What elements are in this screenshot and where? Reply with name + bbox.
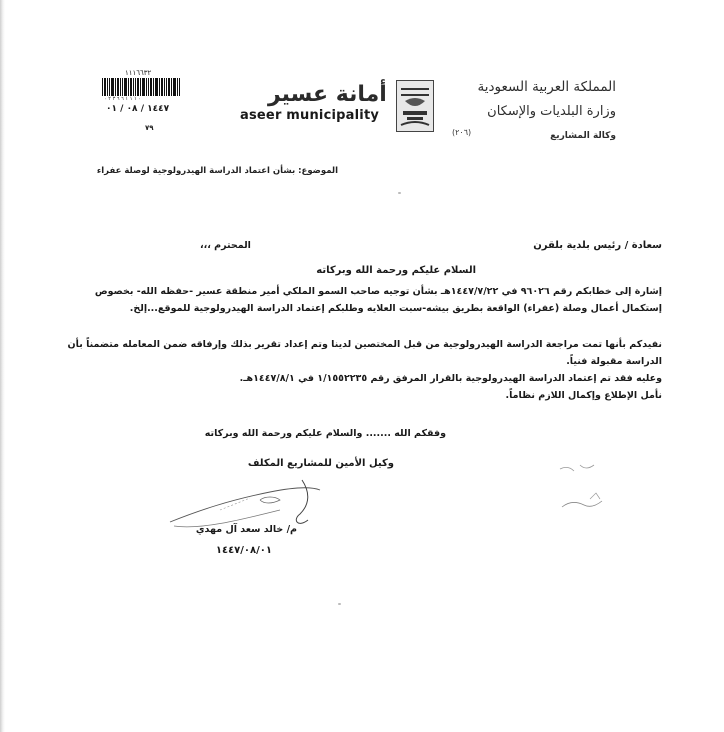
org-name-arabic: أمانة عسير: [268, 82, 387, 107]
ministry-name: وزارة البلديات والإسكان: [487, 104, 616, 119]
signatory-title: وكيل الأمين للمشاريع المكلف: [247, 458, 394, 469]
scan-speck: [398, 192, 401, 194]
signature-date: ١٤٤٧/٠٨/٠١: [215, 545, 272, 556]
letter-subject: الموضوع: بشأن اعتماد الدراسة الهيدرولوجية لوصلة عفراء: [96, 166, 338, 176]
greeting: السلام عليكم ورحمة الله وبركاته: [316, 265, 476, 276]
org-name-english: aseer municipality: [240, 108, 380, 123]
barcode-digits: ٠ ١ ١ ١ ٦ ٦ ٣ ٢ ٠: [104, 96, 141, 102]
office-code: (٢٠٦): [452, 128, 472, 137]
addressee: سعادة / رئيس بلدية بلقرن: [533, 240, 662, 251]
closing-phrase: وفقكم الله ....... والسلام عليكم ورحمة الله وبركاته: [204, 428, 446, 439]
paragraph-reference: إشارة إلى خطابكم رقم ٩٦٠٢٦ في ١٤٤٧/٧/٢٢هـ بشأن توجيه صاحب السمو الملكي أمير منطقة عسير -حفظه الله- بخصوص إستكمال أعمال وصلة (عفراء) الواقعة بطريق بيشه-سبت العلايه وطلبكم إعتماد الدراسة الهيدرولوجية للموقع...إلخ.: [94, 286, 662, 314]
respect-phrase: المحترم ،،،: [200, 240, 251, 251]
municipality-emblem-icon: [396, 80, 434, 132]
scan-edge-shadow: [0, 0, 5, 732]
barcode-date: ١٤٤٧ / ٠٨ / ٠١: [106, 104, 170, 114]
paragraph-review: نفيدكم بأنها تمت مراجعة الدراسة الهيدرولوجية من قبل المختصين لدينا وتم إعداد تقرير بذلك وإرفاقه ضمن المعامله متضمناً بأن الدراسة مقبولة فنياً.: [67, 339, 662, 367]
signatory-name: م/ خالد سعد آل مهدي: [195, 524, 297, 535]
letterhead-right: [477, 78, 616, 141]
paragraph-approval: [62, 370, 662, 404]
agency-name: وكالة المشاريع: [550, 131, 616, 141]
barcode-icon: [102, 78, 180, 96]
approval-line: وعليه فقد تم إعتماد الدراسة الهيدرولوجية بالقرار المرفق رقم ١/١٥٥٢٢٣٥ في ١٤٤٧/٨/١هـ.: [239, 373, 662, 384]
barcode-number: ١١١٦٦٣٢: [125, 69, 152, 77]
handwritten-initials: [540, 455, 630, 515]
reference-number: ٧٩: [145, 124, 154, 132]
kingdom-name: المملكة العربية السعودية: [477, 79, 616, 95]
request-line: نأمل الإطلاع وإكمال اللازم نظاماً.: [505, 390, 662, 401]
scan-speck: [338, 603, 341, 605]
